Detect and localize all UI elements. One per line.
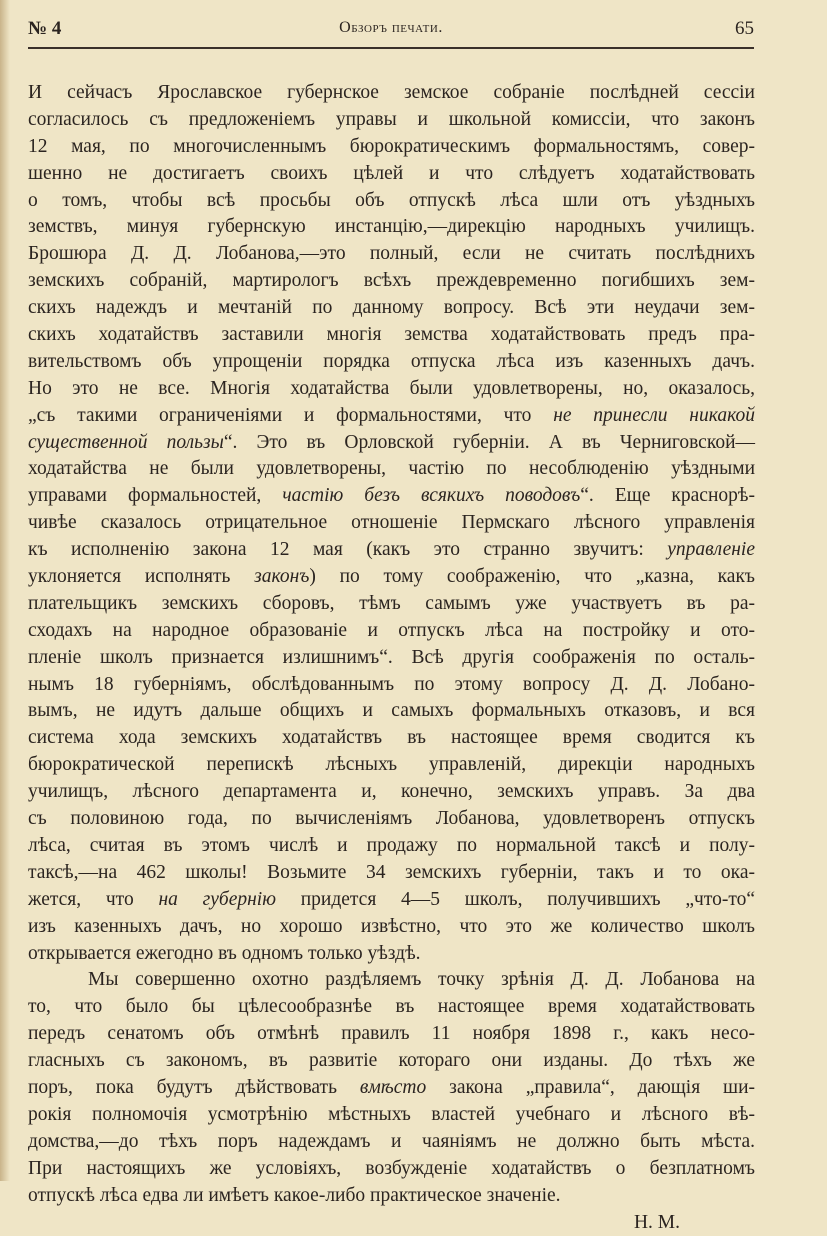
text-line <box>28 860 755 887</box>
text-segment: сходахъ на народное образованіе и отпускъ лѣса на постройку и ото- <box>28 619 755 641</box>
article-body <box>28 80 755 1236</box>
text-segment: чивѣе сказалось отрицательное отношеніе Пермскаго лѣсного управленія <box>28 512 755 534</box>
text-segment: ходатайства не были удовлетворены, частію по несоблюденію уѣздными <box>28 458 755 480</box>
text-segment: придется 4—5 школъ, получившихъ „что-то“ <box>275 888 755 910</box>
italic-text: законъ <box>254 566 310 588</box>
text-line <box>28 349 755 376</box>
text-segment: управами формальностей, <box>28 485 283 507</box>
running-header <box>28 18 754 44</box>
text-line <box>28 967 755 994</box>
text-segment: вительствомъ объ упрощеніи порядка отпуска лѣса изъ казенныхъ дачъ. <box>28 350 755 372</box>
text-segment: скихъ надеждъ и мечтаній по данному вопросу. Всѣ эти неудачи зем- <box>28 297 755 319</box>
section-title: Обзоръ печати. <box>339 19 443 36</box>
italic-text: на губернію <box>158 888 276 910</box>
text-segment: о томъ, чтобы всѣ просьбы объ отпускѣ лѣса шли отъ уѣздныхъ <box>28 189 755 211</box>
author-signature: Н. М. <box>633 1212 680 1234</box>
text-segment: таксѣ,—на 462 школы! Возьмите 34 земскихъ губерніи, такъ и то ока- <box>28 861 755 883</box>
text-line <box>28 214 755 241</box>
italic-text: управленіе <box>667 539 755 561</box>
text-segment: съ половиною года, по вычисленіямъ Лобанова, удовлетворенъ отпускъ <box>28 808 755 830</box>
text-segment: “. Это въ Орловской губерніи. А въ Черниговской— <box>223 431 756 453</box>
text-segment: отпускѣ лѣса едва ли имѣетъ какое-либо практическое значеніе. <box>28 1184 561 1206</box>
italic-text: вмѣсто <box>359 1076 427 1098</box>
text-line <box>28 241 755 268</box>
text-segment: Брошюра Д. Д. Лобанова,—это полный, если не считать послѣднихъ <box>28 243 755 265</box>
text-line <box>28 376 755 403</box>
paragraph <box>28 80 755 967</box>
text-segment: открывается ежегодно въ одномъ только уѣздѣ. <box>28 942 421 964</box>
text-segment: гласныхъ съ закономъ, въ развитіе котораго они изданы. До тѣхъ же <box>28 1050 755 1072</box>
text-line <box>28 645 755 672</box>
text-line <box>28 752 755 779</box>
text-line <box>28 1183 755 1210</box>
text-line <box>28 483 755 510</box>
text-line <box>28 268 755 295</box>
text-line <box>28 134 755 161</box>
text-segment: При настоящихъ же условіяхъ, возбужденіе ходатайствъ о безплатномъ <box>28 1157 755 1179</box>
text-line <box>28 564 755 591</box>
text-segment: изъ казенныхъ дачъ, но хорошо извѣстно, что это же количество школъ <box>28 915 755 937</box>
text-segment: Но это не все. Многія ходатайства были удовлетворены, но, оказалось, <box>28 377 755 399</box>
text-segment: бюрократической перепискѣ лѣсныхъ управленій, дирекціи народныхъ <box>28 754 755 776</box>
text-segment: вымъ, не идутъ дальше общихъ и самыхъ формальныхъ отказовъ, и вся <box>28 700 755 722</box>
text-segment: поръ, пока будутъ дѣйствовать <box>28 1076 360 1098</box>
text-segment: уклоняется исполнять <box>28 566 255 588</box>
text-segment: „съ такими ограниченіями и формальностями, что <box>28 404 554 426</box>
text-line <box>28 698 755 725</box>
text-line <box>28 591 755 618</box>
text-line <box>28 80 755 107</box>
text-segment: согласилось съ предложеніемъ управы и школьной комиссіи, что законъ <box>28 108 755 130</box>
text-segment: то, что было бы цѣлесообразнѣе въ настоящее время ходатайствовать <box>28 996 755 1018</box>
text-line <box>28 725 755 752</box>
text-line <box>28 779 755 806</box>
text-line <box>28 537 755 564</box>
text-line <box>28 618 755 645</box>
text-segment: “. Еще краснорѣ- <box>580 485 755 507</box>
page-edge-shadow <box>0 0 10 1181</box>
header-rule <box>28 47 754 49</box>
text-line <box>28 1129 755 1156</box>
text-segment: И сейчасъ Ярославское губернское земское собраніе послѣдней сессіи <box>28 82 755 103</box>
text-line <box>28 672 755 699</box>
text-segment: 12 мая, по многочисленнымъ бюрократическимъ формальностямъ, совер- <box>28 135 755 157</box>
text-line <box>28 322 755 349</box>
text-segment: нымъ 18 губерніямъ, обслѣдованнымъ по этому вопросу Д. Д. Лобано- <box>28 673 755 695</box>
text-line <box>28 161 755 188</box>
italic-text: не принесли никакой <box>553 404 756 426</box>
issue-number: № 4 <box>28 18 62 39</box>
text-segment: передъ сенатомъ объ отмѣнѣ правилъ 11 ноября 1898 г., какъ несо- <box>28 1023 755 1045</box>
text-line <box>28 510 755 537</box>
italic-text: частію безъ всякихъ поводовъ <box>282 485 581 507</box>
text-segment: ) по тому соображенію, что „казна, какъ <box>309 566 755 588</box>
page-number: 65 <box>735 18 754 39</box>
text-segment: система хода земскихъ ходатайствъ въ настоящее время сводится къ <box>28 727 755 749</box>
text-line <box>28 403 755 430</box>
paragraph <box>28 967 755 1209</box>
text-line <box>28 887 755 914</box>
text-line <box>28 1102 755 1129</box>
text-segment: рокія полномочія усмотрѣнію мѣстныхъ властей учебнаго и лѣсного вѣ- <box>28 1103 755 1125</box>
text-segment: къ исполненію закона 12 мая (какъ это странно звучитъ: <box>28 539 668 561</box>
text-line <box>28 1156 755 1183</box>
text-segment: земствъ, минуя губернскую инстанцію,—дирекцію народныхъ училищъ. <box>28 216 755 238</box>
text-segment: земскихъ собраній, мартирологъ всѣхъ преждевременно погибшихъ зем- <box>28 270 755 292</box>
text-line <box>28 107 755 134</box>
text-segment: Мы совершенно охотно раздѣляемъ точку зрѣнія Д. Д. Лобанова на <box>88 969 755 991</box>
text-segment: закона „правила“, дающія ши- <box>426 1076 755 1098</box>
text-line <box>28 994 755 1021</box>
text-line <box>28 1021 755 1048</box>
text-segment: плательщикъ земскихъ сборовъ, тѣмъ самымъ уже участвуетъ въ ра- <box>28 592 755 614</box>
text-segment: училищъ, лѣсного департамента и, конечно, земскихъ управъ. За два <box>28 781 755 803</box>
text-segment: домства,—до тѣхъ поръ надеждамъ и чаяніямъ не должно быть мѣста. <box>28 1130 755 1152</box>
text-line <box>28 914 755 941</box>
text-line <box>28 295 755 322</box>
text-line <box>28 430 755 457</box>
text-line <box>28 833 755 860</box>
text-line <box>28 456 755 483</box>
text-segment: шенно не достигаетъ своихъ цѣлей и что слѣдуетъ ходатайствовать <box>28 162 755 184</box>
text-segment: пленіе школъ признается излишнимъ“. Всѣ другія соображенія по осталь- <box>28 646 755 668</box>
text-line <box>28 188 755 215</box>
text-line <box>28 1048 755 1075</box>
text-segment: скихъ ходатайствъ заставили многія земства ходатайствовать предъ пра- <box>28 324 755 346</box>
text-segment: лѣса, считая въ этомъ числѣ и продажу по нормальной таксѣ и полу- <box>28 834 755 856</box>
text-line <box>28 1075 755 1102</box>
italic-text: существенной пользы <box>28 431 224 453</box>
text-line <box>28 941 755 968</box>
text-line <box>28 806 755 833</box>
text-segment: жется, что <box>28 888 159 910</box>
